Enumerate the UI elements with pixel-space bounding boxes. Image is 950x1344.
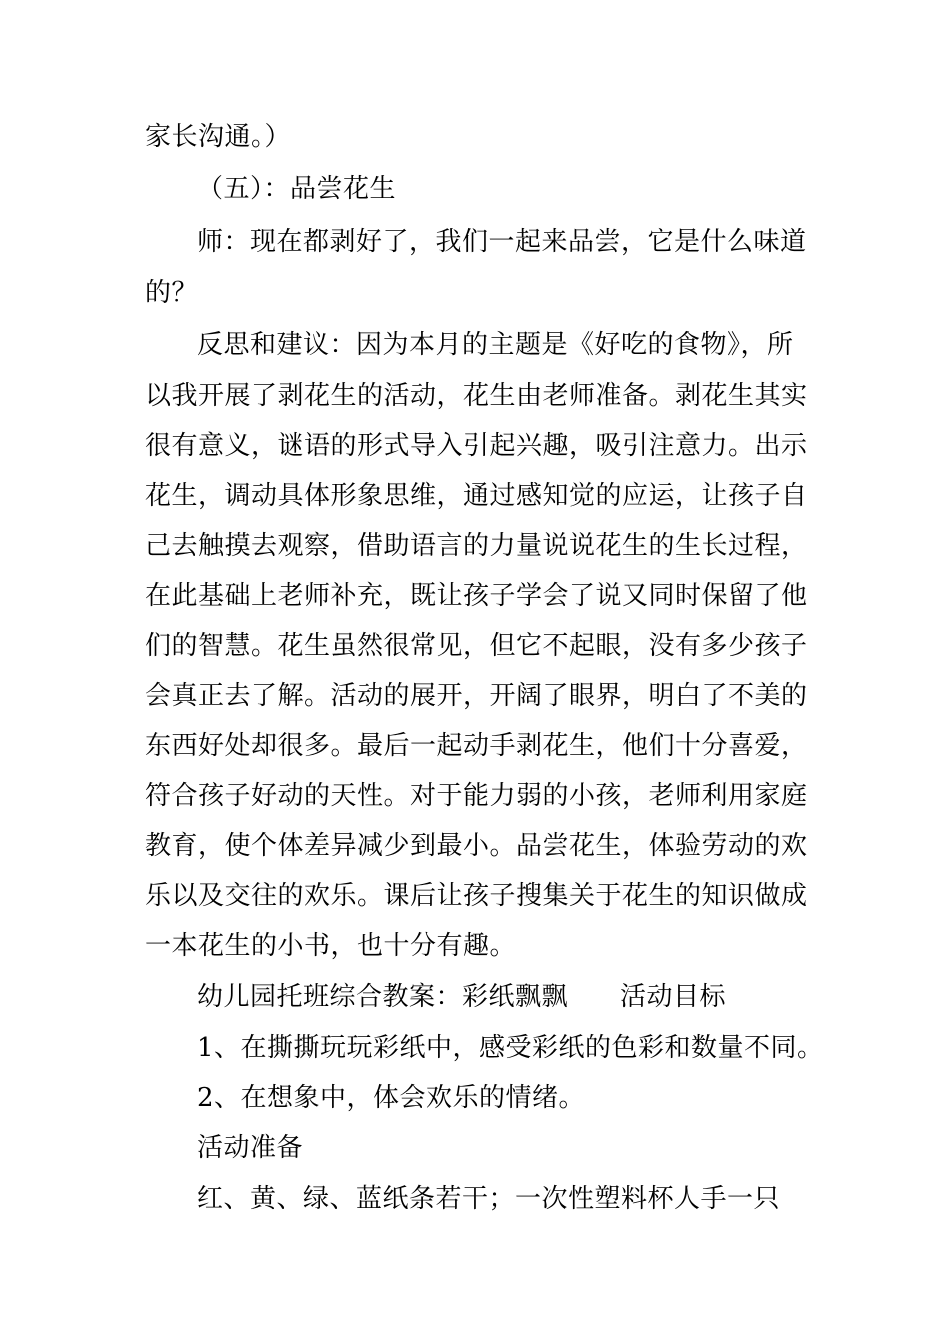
text-line: 以我开展了剥花生的活动，花生由老师准备。剥花生其实 — [145, 381, 808, 411]
goal-item: 2、在想象中，体会欢乐的情绪。 — [197, 1083, 586, 1113]
text-line: 东西好处却很多。最后一起动手剥花生，他们十分喜爱， — [145, 731, 808, 761]
lesson-title-main: 幼儿园托班综合教案：彩纸飘飘 — [197, 982, 569, 1012]
lesson-title-goals: 活动目标 — [620, 982, 727, 1012]
text-line: 己去触摸去观察，借助语言的力量说说花生的生长过程， — [145, 531, 808, 561]
lesson-title — [197, 982, 726, 1012]
text-line: 一本花生的小书，也十分有趣。 — [145, 931, 517, 961]
text-line: 花生，调动具体形象思维，通过感知觉的应运，让孩子自 — [145, 481, 808, 511]
text-line: 很有意义，谜语的形式导入引起兴趣，吸引注意力。出示 — [145, 431, 808, 461]
section-heading: （五）：品尝花生 — [197, 174, 397, 204]
text-line: 家长沟通。） — [145, 122, 292, 152]
text-line: 会真正去了解。活动的展开，开阔了眼界，明白了不美的 — [145, 681, 808, 711]
text-line: 师：现在都剥好了，我们一起来品尝，它是什么味道 — [197, 227, 807, 257]
text-line: 教育，使个体差异减少到最小。品尝花生，体验劳动的欢 — [145, 831, 808, 861]
prep-text: 红、黄、绿、蓝纸条若干；一次性塑料杯人手一只 — [197, 1184, 781, 1214]
text-line: 乐以及交往的欢乐。课后让孩子搜集关于花生的知识做成 — [145, 881, 808, 911]
text-line: 反思和建议：因为本月的主题是《好吃的食物》，所 — [197, 330, 794, 360]
prep-heading: 活动准备 — [197, 1133, 304, 1163]
text-line: 在此基础上老师补充，既让孩子学会了说又同时保留了他 — [145, 581, 808, 611]
text-line: 的？ — [145, 278, 199, 308]
goal-item: 1、在撕撕玩玩彩纸中，感受彩纸的色彩和数量不同。 — [197, 1033, 824, 1063]
text-line: 们的智慧。花生虽然很常见，但它不起眼，没有多少孩子 — [145, 631, 808, 661]
text-line: 符合孩子好动的天性。对于能力弱的小孩，老师利用家庭 — [145, 781, 808, 811]
